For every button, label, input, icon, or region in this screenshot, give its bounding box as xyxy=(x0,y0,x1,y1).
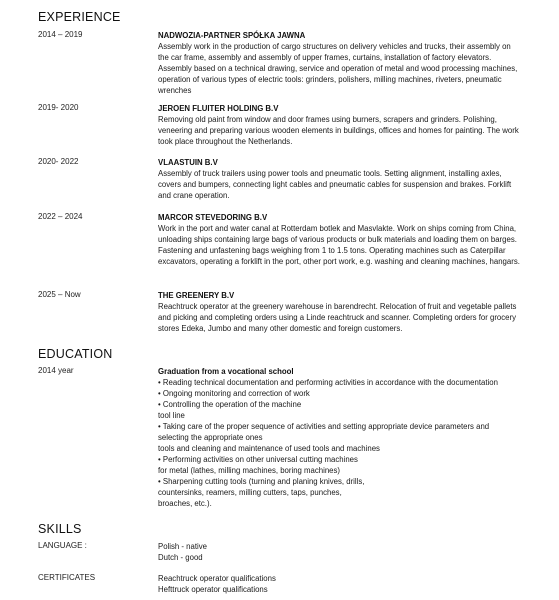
company-name: NADWOZIA-PARTNER SPÓŁKA JAWNA xyxy=(158,31,306,40)
education-line: • Reading technical documentation and performing activities in accordance with the documentation xyxy=(158,378,498,387)
education-line: • Controlling the operation of the machine xyxy=(158,400,302,409)
language-item: Dutch - good xyxy=(158,553,203,562)
education-line: countersinks, reamers, milling cutters, taps, punches, xyxy=(158,488,342,497)
experience-date: 2019- 2020 xyxy=(38,103,79,112)
education-title: Graduation from a vocational school xyxy=(158,367,294,376)
experience-description: Assembly of truck trailers using power tools and pneumatic tools. Setting alignment, installing axles, covers and bumpers, connecting light cables and pneumatic cables for suspension and brakes. Forklift and crane operation. xyxy=(158,169,512,200)
company-name: MARCOR STEVEDORING B.V xyxy=(158,213,268,222)
education-line: • Ongoing monitoring and correction of work xyxy=(158,389,310,398)
experience-content xyxy=(158,30,523,96)
education-line: selecting the appropriate ones xyxy=(158,433,263,442)
education-content xyxy=(158,366,523,509)
experience-description: Work in the port and water canal at Rotterdam botlek and Masvlakte. Work on ships coming from China, unloading ships containing large bags of various products or bulk materials and loading them on barges. Fastening and unfastening bags weighing from 1 to 1.5 tons. Operating machines such as Caterpillar excavators, operating a forklift in the port, other port work, e.g. washing and cleaning machines, hangars. xyxy=(158,224,520,266)
experience-content xyxy=(158,103,523,147)
education-line: • Performing activities on other universal cutting machines xyxy=(158,455,358,464)
certificate-item: Hefttruck operator qualifications xyxy=(158,585,268,594)
experience-date: 2014 – 2019 xyxy=(38,30,83,39)
certificates-list xyxy=(158,573,523,595)
education-line: for metal (lathes, milling machines, boring machines) xyxy=(158,466,341,475)
experience-heading: EXPERIENCE xyxy=(38,10,121,24)
language-list xyxy=(158,541,523,563)
education-date: 2014 year xyxy=(38,366,74,375)
experience-content xyxy=(158,157,523,201)
language-label: LANGUAGE : xyxy=(38,541,87,550)
education-line: tools and cleaning and maintenance of used tools and machines xyxy=(158,444,380,453)
experience-description: Reachtruck operator at the greenery warehouse in barendrecht. Relocation of fruit and vegetable pallets and picking and completing orders using a Linde reachtruck and scanner. Completing orders for grocery stores Edeka, Jumbo and many other domestic and foreign customers. xyxy=(158,302,517,333)
experience-date: 2025 – Now xyxy=(38,290,81,299)
certificate-item: Reachtruck operator qualifications xyxy=(158,574,276,583)
company-name: VLAASTUIN B.V xyxy=(158,158,218,167)
experience-content xyxy=(158,290,523,334)
experience-date: 2022 – 2024 xyxy=(38,212,83,221)
education-line: tool line xyxy=(158,411,185,420)
skills-heading: SKILLS xyxy=(38,522,82,536)
company-name: JEROEN FLUITER HOLDING B.V xyxy=(158,104,279,113)
experience-date: 2020- 2022 xyxy=(38,157,79,166)
company-name: THE GREENERY B.V xyxy=(158,291,235,300)
education-line: • Sharpening cutting tools (turning and planing knives, drills, xyxy=(158,477,365,486)
certificates-label: CERTIFICATES xyxy=(38,573,96,582)
experience-description: Assembly work in the production of cargo structures on delivery vehicles and trucks, their assembly on the car frame, assembly and assembly of upper frames, curtains, installation of factory elevators. Assembly based on a technical drawing, service and operation of metal and wood processing machines, operation of various types of electric tools: grinders, polishers, milling machines, riveters, pneumatic wrenches xyxy=(158,42,518,95)
education-heading: EDUCATION xyxy=(38,347,113,361)
language-item: Polish - native xyxy=(158,542,207,551)
education-line: broaches, etc.). xyxy=(158,499,212,508)
experience-content xyxy=(158,212,523,267)
experience-description: Removing old paint from window and door frames using burners, scrapers and grinders. Polishing, veneering and preparing various wooden elements in buildings, offices and homes for painting. The work took place throughout the Netherlands. xyxy=(158,115,519,146)
education-line: • Taking care of the proper sequence of activities and setting appropriate device parameters and xyxy=(158,422,490,431)
